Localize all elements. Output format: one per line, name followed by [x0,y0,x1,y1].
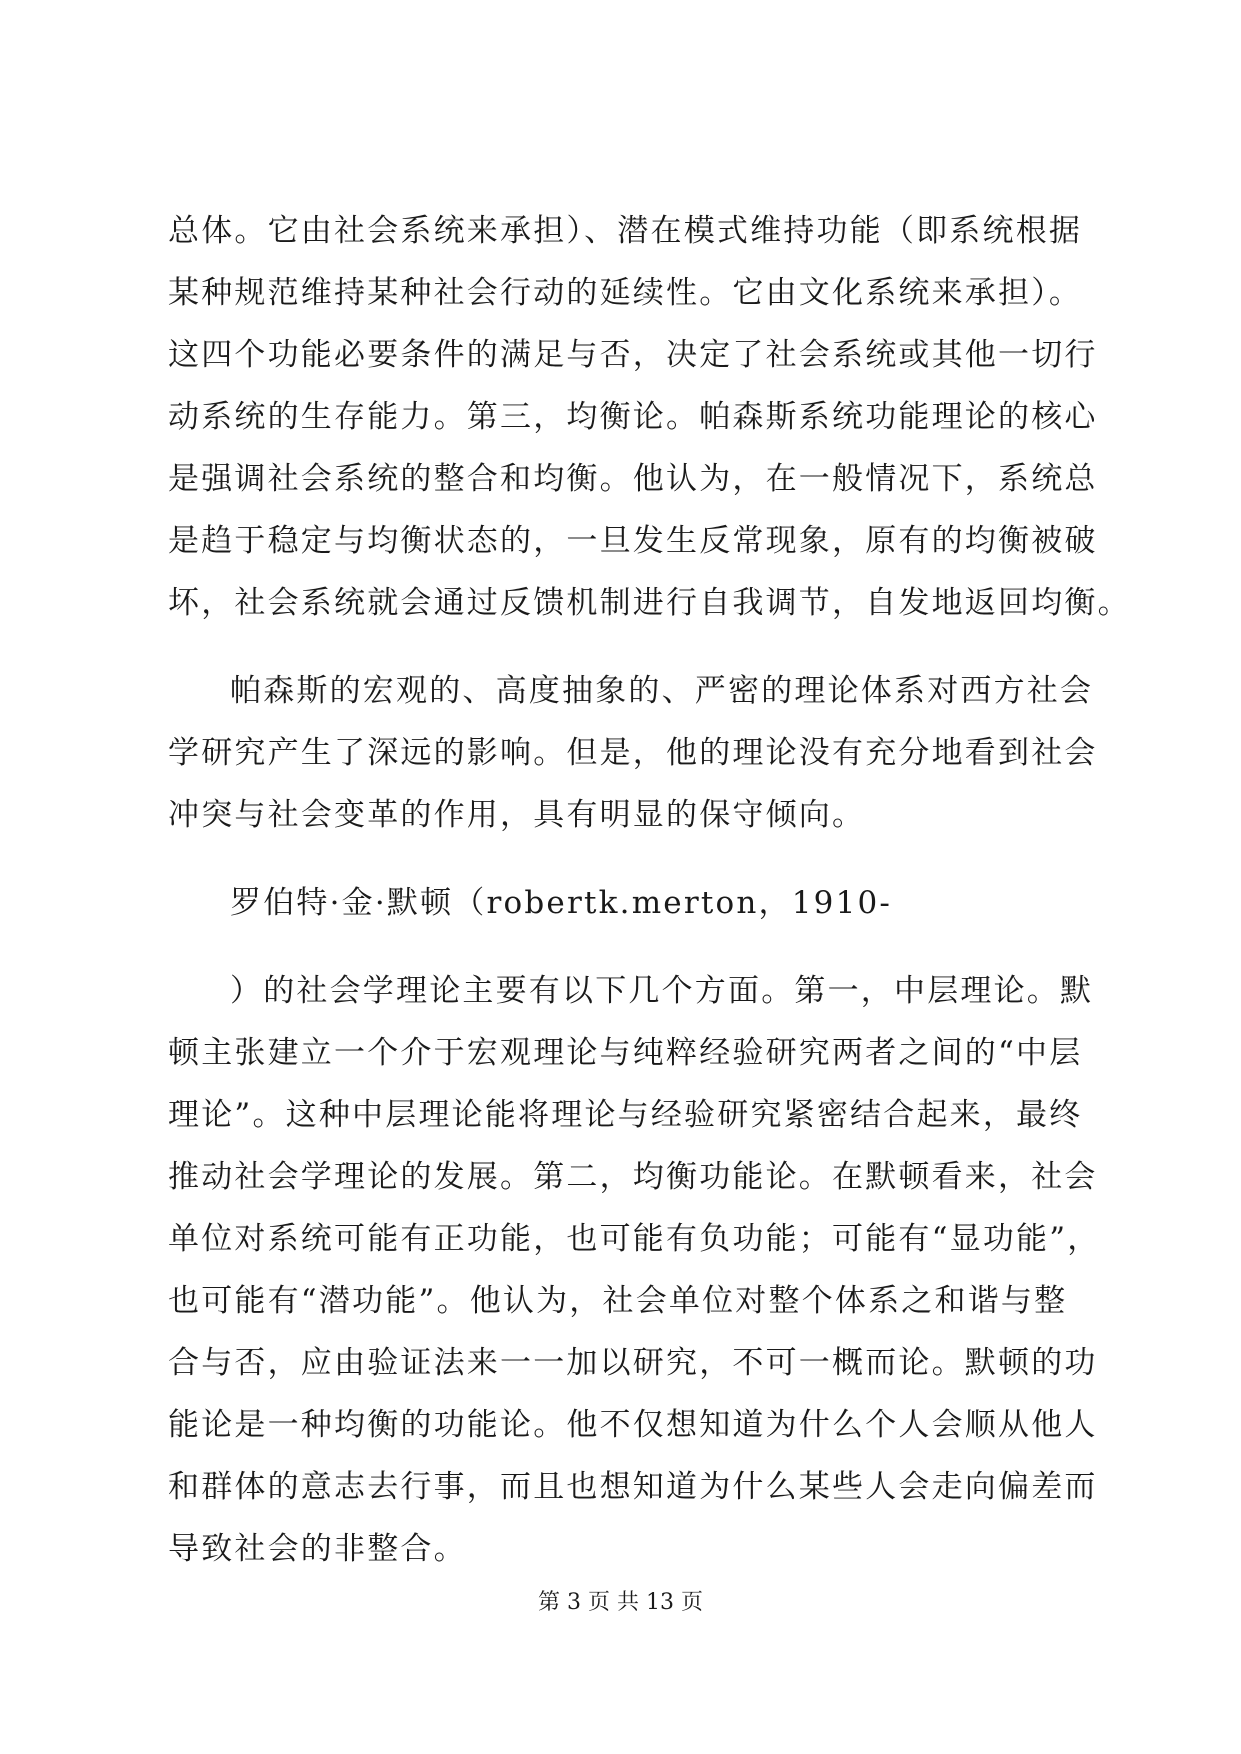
body-text-line: 冲突与社会变革的作用，具有明显的保守倾向。 [168,797,866,833]
body-text-line: 是强调社会系统的整合和均衡。他认为，在一般情况下，系统总 [168,461,1098,497]
body-text-line: 坏，社会系统就会通过反馈机制进行自我调节，自发地返回均衡。 [168,585,1131,621]
body-text-line: 合与否，应由验证法来一一加以研究，不可一概而论。默顿的功 [168,1345,1098,1381]
body-text-line: 和群体的意志去行事，而且也想知道为什么某些人会走向偏差而 [168,1469,1098,1505]
body-text-line: 是趋于稳定与均衡状态的，一旦发生反常现象，原有的均衡被破 [168,523,1098,559]
body-text-line: 理论”。这种中层理论能将理论与经验研究紧密结合起来，最终 [168,1097,1083,1133]
body-text-line: 导致社会的非整合。 [168,1531,467,1567]
body-text-line: 这四个功能必要条件的满足与否，决定了社会系统或其他一切行 [168,337,1098,373]
body-text-line: 推动社会学理论的发展。第二，均衡功能论。在默顿看来，社会 [168,1159,1098,1195]
paragraph-first-line: 罗伯特·金·默顿（robertk.merton，1910- [230,885,893,921]
body-text-line: 也可能有“潜功能”。他认为，社会单位对整个体系之和谐与整 [168,1283,1068,1319]
body-text-line: 单位对系统可能有正功能，也可能有负功能；可能有“显功能”， [168,1221,1101,1257]
body-text-line: 动系统的生存能力。第三，均衡论。帕森斯系统功能理论的核心 [168,399,1098,435]
body-text-line: 顿主张建立一个介于宏观理论与纯粹经验研究两者之间的“中层 [168,1035,1083,1071]
page-number-footer: 第 3 页 共 13 页 [538,1590,703,1615]
body-text-line: 总体。它由社会系统来承担）、潜在模式维持功能（即系统根据 [168,213,1083,249]
body-text-line: 学研究产生了深远的影响。但是，他的理论没有充分地看到社会 [168,735,1098,771]
body-text-line: 某种规范维持某种社会行动的延续性。它由文化系统来承担）。 [168,275,1083,311]
paragraph-first-line: 帕森斯的宏观的、高度抽象的、严密的理论体系对西方社会 [230,673,1094,709]
paragraph-first-line: ）的社会学理论主要有以下几个方面。第一，中层理论。默 [230,973,1094,1009]
body-text-line: 能论是一种均衡的功能论。他不仅想知道为什么个人会顺从他人 [168,1407,1098,1443]
